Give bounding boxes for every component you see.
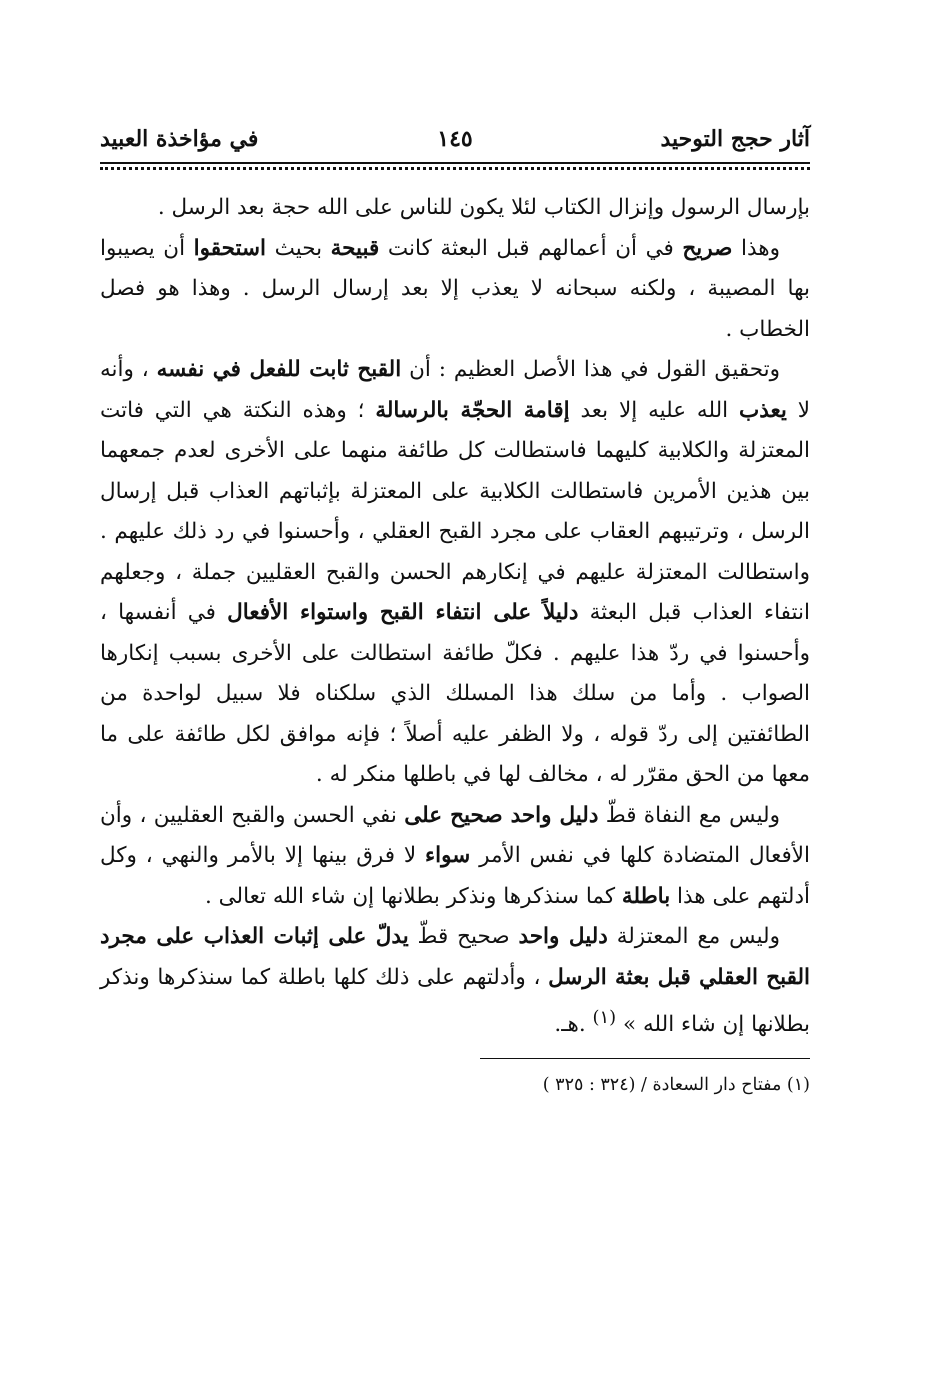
text-run: ، وأدلتهم على ذلك كلها باطلة كما سنذكرها ونذكر بطلانها إن شاء الله » — [100, 964, 810, 1038]
text-run: بحيث — [265, 235, 331, 261]
text-run: .هـ. — [554, 1012, 593, 1038]
text-run: في أن أعمالهم قبل البعثة كانت — [379, 235, 683, 261]
bold-text: دليل واحد — [518, 924, 608, 949]
paragraph — [100, 188, 810, 229]
text-run: وهذا — [732, 235, 780, 261]
page-number: ١٤٥ — [437, 126, 473, 152]
text-run: نفي الحسن والقبح العقليين ، وأن الأفعال المتضادة كلها في نفس الأمر — [100, 802, 810, 868]
text-run: في أنفسها ، وأحسنوا في ردّ هذا عليهم . فكلّ طائفة استطالت على الأخرى بسبب إنكارها الصواب . وأما من سلك هذا المسلك الذي سلكناه فلا سبيل لواحدة من الطائفتين إلى ردّ قوله ، ولا الظفر عليه أصلاً ؛ فإنه موافق لكل طائفة على ما معها من الحق مقرّر له ، مخالف لها في باطلها منكر له . — [100, 600, 810, 787]
page — [100, 120, 810, 1099]
header-book-title: آثار حجج التوحيد — [660, 126, 810, 152]
paragraph — [100, 796, 810, 918]
bold-text: يعذب — [738, 397, 787, 423]
footnote-separator — [480, 1058, 810, 1059]
page-header — [100, 120, 810, 166]
header-dotted-rule — [100, 167, 810, 170]
text-run: أن يصيبوا بها المصيبة ، ولكنه سبحانه لا يعذب إلا بعد إرسال الرسل . وهذا هو فصل الخطاب . — [100, 235, 810, 342]
text-run: كما سنذكرها ونذكر بطلانها إن شاء الله تعالى . — [204, 883, 622, 909]
bold-text: استحقوا — [193, 235, 266, 261]
text-run: الله عليه إلا بعد — [569, 397, 739, 423]
footnote-marker: (١) — [592, 1007, 617, 1028]
text-run: وليس مع النفاة قطّ — [598, 802, 780, 828]
bold-text: سواء — [425, 843, 471, 868]
footnote: (١) مفتاح دار السعادة / (٣٢٤ : ٣٢٥ ) — [542, 1074, 810, 1095]
text-run: ، وأنه لا — [100, 357, 811, 423]
header-section-title: في مؤاخذة العبيد — [100, 126, 259, 152]
text-run: بإرسال الرسول وإنزال الكتاب لئلا يكون للناس على الله حجة بعد الرسل . — [157, 195, 810, 220]
bold-text: القبح ثابت للفعل في نفسه — [156, 357, 402, 382]
bold-text: دليل واحد صحيح على — [404, 802, 599, 828]
bold-text: دليلاً على انتفاء القبح واستواء الأفعال — [227, 600, 579, 625]
bold-text: قبيحة — [330, 235, 380, 261]
paragraph — [100, 917, 810, 1046]
text-run: لا فرق بينها إلا بالأمر والنهي ، وكل أدلتهم على هذا — [100, 843, 810, 909]
text-run: وليس مع المعتزلة — [607, 924, 780, 949]
body-text — [100, 188, 810, 1046]
bold-text: إقامة الحجّة بالرسالة — [375, 397, 570, 423]
text-run: صحيح قطّ — [408, 924, 519, 949]
text-run: وتحقيق القول في هذا الأصل العظيم : أن — [401, 357, 780, 382]
paragraph — [100, 229, 810, 351]
text-run: ؛ وهذه النكتة هي التي فاتت المعتزلة والكلابية كليهما فاستطالت كل طائفة منهما على الأخرى لعدم جمعهما بين هذين الأمرين فاستطالت الكلابية على المعتزلة بإثباتهم العذاب قبل إرسال الرسل ، وترتيبهم العقاب على مجرد القبح العقلي ، وأحسنوا في رد ذلك عليهم . واستطالت المعتزلة عليهم في إنكارهم الحسن والقبح العقليين جملة ، وجعلهم انتفاء العذاب قبل البعثة — [100, 397, 810, 625]
bold-text: يدلّ على إثبات العذاب على مجرد القبح العقلي قبل بعثة الرسل — [100, 924, 810, 990]
header-rule — [100, 162, 810, 164]
paragraph — [100, 350, 810, 796]
bold-text: باطلة — [621, 883, 671, 909]
bold-text: صريح — [682, 235, 733, 261]
